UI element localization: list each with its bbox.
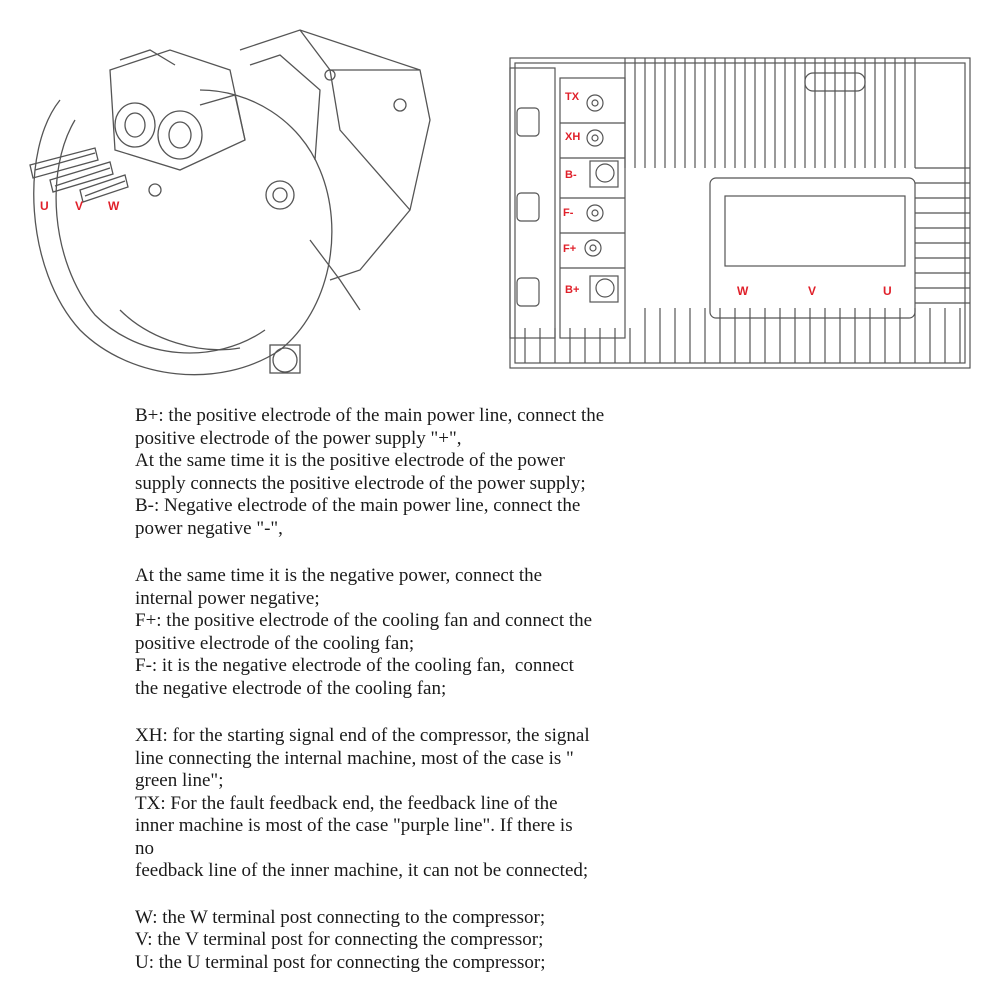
desc-line: internal power negative; <box>135 587 320 609</box>
desc-line: inner machine is most of the case "purple line". If there is <box>135 815 573 836</box>
top-heatsink-fins <box>625 58 915 168</box>
desc-line: supply connects the positive electrode of the power supply; <box>135 472 586 494</box>
paragraph-gap <box>135 540 835 565</box>
compressor-body-outline <box>34 90 332 375</box>
compressor-housing-outline <box>240 30 430 280</box>
terminal-label-b-plus: B+ <box>565 284 580 296</box>
right-heatsink-fins <box>915 168 970 303</box>
desc-line: At the same time it is the positive electrode of the power <box>135 450 566 471</box>
terminal-description <box>135 405 835 974</box>
desc-line: B-: Negative electrode of the main power line, connect the <box>135 495 581 516</box>
desc-line: At the same time it is the negative power, connect the <box>135 565 543 586</box>
phase-label-v: V <box>808 284 817 298</box>
desc-line: green line"; <box>135 770 224 791</box>
bottom-heatsink-fins <box>525 308 960 363</box>
desc-line: XH: for the starting signal end of the compressor, the signal <box>135 725 590 746</box>
phase-label-w: W <box>737 284 749 298</box>
module-window <box>725 196 905 266</box>
terminal-label-xh: XH <box>565 131 581 143</box>
desc-line: U: the U terminal post for connecting the compressor; <box>135 951 546 973</box>
desc-line: TX: For the fault feedback end, the feedback line of the <box>135 792 558 814</box>
desc-line: F+: the positive electrode of the cooling fan and connect the <box>135 610 593 631</box>
compressor-label-u: U <box>40 199 49 213</box>
desc-line: positive electrode of the power supply "+", <box>135 427 462 449</box>
terminal-label-f-plus: F+ <box>563 243 577 255</box>
desc-line: W: the W terminal post connecting to the compressor; <box>135 906 546 928</box>
compressor-diagram <box>0 10 480 390</box>
desc-line: the negative electrode of the cooling fan; <box>135 677 447 699</box>
compressor-label-v: V <box>75 199 84 213</box>
desc-line: no <box>135 837 154 859</box>
desc-line: F-: it is the negative electrode of the cooling fan, connect <box>135 655 574 676</box>
paragraph-gap <box>135 883 835 907</box>
terminal-block-outline <box>110 50 245 170</box>
terminal-label-tx: TX <box>565 91 580 103</box>
compressor-label-w: W <box>108 199 120 213</box>
controller-plate <box>510 58 970 368</box>
desc-line: V: the V terminal post for connecting the compressor; <box>135 929 544 950</box>
terminal-label-f-minus: F- <box>563 207 574 219</box>
desc-line: power negative "-", <box>135 517 283 539</box>
desc-line: B+: the positive electrode of the main power line, connect the <box>135 405 605 426</box>
controller-diagram <box>505 48 975 378</box>
terminal-label-b-minus: B- <box>565 169 577 181</box>
desc-line: feedback line of the inner machine, it can not be connected; <box>135 860 589 881</box>
paragraph-gap <box>135 700 835 725</box>
phase-label-u: U <box>883 284 892 298</box>
desc-line: line connecting the internal machine, most of the case is " <box>135 747 574 769</box>
desc-line: positive electrode of the cooling fan; <box>135 632 415 654</box>
